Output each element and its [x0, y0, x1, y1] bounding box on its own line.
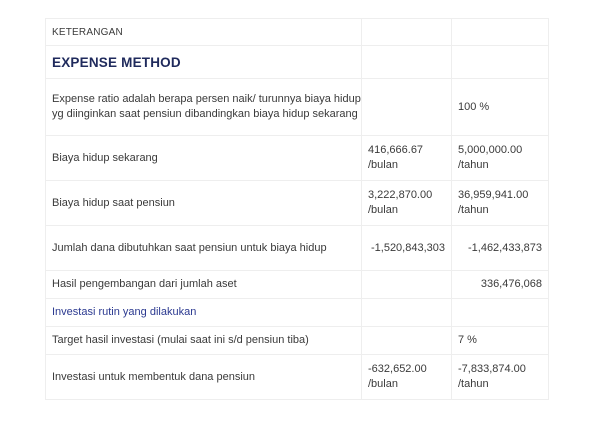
- row-label: Investasi rutin yang dilakukan: [46, 299, 362, 327]
- row-value-yearly: 100 %: [452, 79, 549, 136]
- row-label: Hasil pengembangan dari jumlah aset: [46, 271, 362, 299]
- table-row: [46, 79, 549, 136]
- table-row: [46, 271, 549, 299]
- table-row: [46, 355, 549, 400]
- header-keterangan: KETERANGAN: [46, 19, 362, 46]
- row-value-monthly: 3,222,870.00 /bulan: [362, 181, 452, 226]
- row-label: Biaya hidup saat pensiun: [46, 181, 362, 226]
- row-label: Expense ratio adalah berapa persen naik/ turunnya biaya hidup yg diinginkan saat pensiun dibandingkan biaya hidup sekarang: [46, 79, 362, 136]
- section-title: EXPENSE METHOD: [46, 46, 362, 79]
- row-value-monthly: -632,652.00 /bulan: [362, 355, 452, 400]
- row-value-monthly: -1,520,843,303: [362, 226, 452, 271]
- row-label: Investasi untuk membentuk dana pensiun: [46, 355, 362, 400]
- row-value-yearly: -1,462,433,873: [452, 226, 549, 271]
- row-label: Jumlah dana dibutuhkan saat pensiun untuk biaya hidup: [46, 226, 362, 271]
- table-row: [46, 181, 549, 226]
- table-row: [46, 299, 549, 327]
- row-value-yearly: 336,476,068: [452, 271, 549, 299]
- row-value-monthly: 416,666.67 /bulan: [362, 136, 452, 181]
- row-value-monthly: [362, 327, 452, 355]
- row-label: Target hasil investasi (mulai saat ini s/d pensiun tiba): [46, 327, 362, 355]
- row-value-yearly: 36,959,941.00 /tahun: [452, 181, 549, 226]
- row-label: Biaya hidup sekarang: [46, 136, 362, 181]
- row-value-monthly: [362, 299, 452, 327]
- row-value-yearly: 5,000,000.00 /tahun: [452, 136, 549, 181]
- table-row: [46, 136, 549, 181]
- expense-table: [45, 18, 549, 400]
- row-value-yearly: [452, 299, 549, 327]
- table-header-row: [46, 19, 549, 46]
- row-value-monthly: [362, 271, 452, 299]
- table-title-row: [46, 46, 549, 79]
- row-value-monthly: [362, 79, 452, 136]
- row-value-yearly: -7,833,874.00 /tahun: [452, 355, 549, 400]
- table-row: [46, 327, 549, 355]
- row-value-yearly: 7 %: [452, 327, 549, 355]
- table-row: [46, 226, 549, 271]
